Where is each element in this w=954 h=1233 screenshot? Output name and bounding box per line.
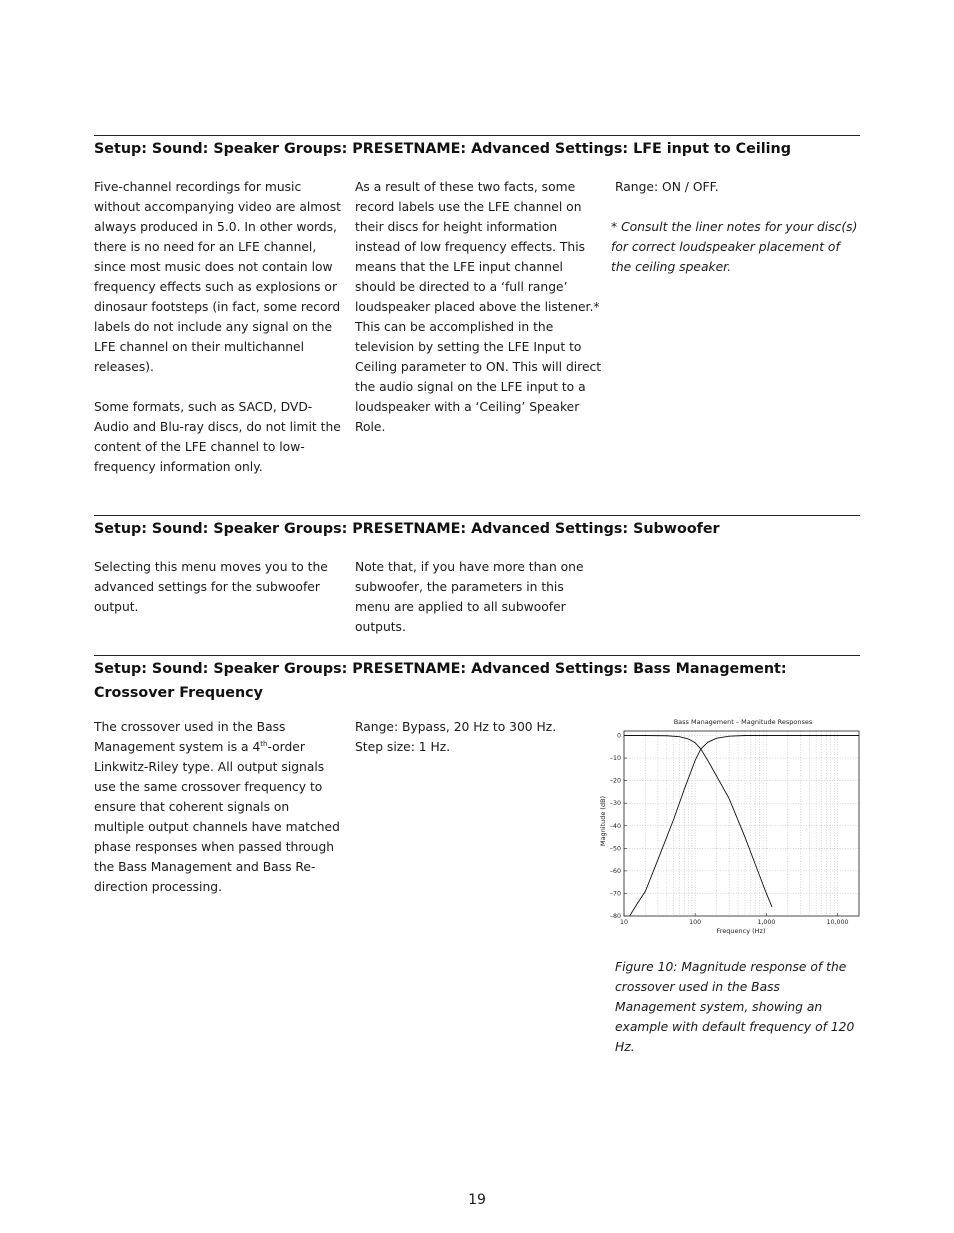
chart-x-tick-label: 100 (689, 919, 702, 926)
heading-lfe-input-to-ceiling: Setup: Sound: Speaker Groups: PRESETNAME: Advanced Settings: LFE input to Ceiling (94, 141, 791, 157)
chart-x-tick-label: 10 (619, 919, 629, 926)
crossover-text-post: -order Linkwitz-Riley type. All output signals use the same crossover frequency to ensure that coherent signals on multiple output channels have matched phase responses when passed through the Bass Management and Bass Re-direction processing. (94, 740, 340, 894)
crossover-column-2 (355, 717, 600, 757)
heading-crossover-frequency: Setup: Sound: Speaker Groups: PRESETNAME: Advanced Settings: Bass Management: Crossover Frequency (94, 661, 787, 701)
lfe-range (615, 177, 860, 197)
chart-y-tick-label: –80 (609, 913, 621, 920)
chart-ylabel: Magnitude (dB) (599, 795, 607, 847)
heading-subwoofer: Setup: Sound: Speaker Groups: PRESETNAME: Advanced Settings: Subwoofer (94, 521, 720, 537)
range-text: Range: ON / OFF. (615, 180, 719, 194)
chart-y-tick-label: –20 (609, 777, 621, 785)
chart-series-low-pass-line (624, 736, 772, 907)
footnote-text: Consult the liner notes for your disc(s) for correct loudspeaker placement of the ceiling speaker. (611, 220, 858, 274)
chart-x-tick-label: 10,000 (826, 919, 849, 926)
range-text: Range: Bypass, 20 Hz to 300 Hz. (355, 720, 557, 734)
page-number: 19 (468, 1192, 486, 1208)
lfe-column-2 (355, 177, 605, 437)
chart-y-tick-label: –40 (609, 822, 621, 830)
chart-y-tick-label: 0 (616, 732, 621, 740)
chart-x-tick-label: 1,000 (757, 919, 776, 926)
paragraph: Five-channel recordings for music without accompanying video are almost always produced in 5.0. In other words, there is no need for an LFE channel, since most music does not contain low frequency effects such as explosions or dinosaur footsteps (in fact, some record labels do not include any signal on the LFE channel on their multichannel releases). (94, 180, 342, 374)
ceiling-footnote (611, 217, 863, 277)
subwoofer-column-2: Note that, if you have more than one subwoofer, the parameters in this menu are applied to all subwoofer outputs. (355, 560, 584, 634)
chart-grid (624, 731, 859, 916)
chart-frame (624, 731, 859, 916)
crossover-column-1 (94, 717, 342, 897)
crossover-text-pre: The crossover used in the Bass Management system is a 4 (94, 720, 286, 754)
lfe-column-1 (94, 177, 344, 477)
chart-y-tick-label: –30 (609, 800, 621, 808)
section-rule-subwoofer (94, 515, 860, 516)
paragraph: As a result of these two facts, some record labels use the LFE channel on their discs for height information instead of low frequency effects. This means that the LFE input channel should be directed to a ‘full range’ loudspeaker placed above the listener.* This can be accomplished in the television by setting the LFE Input to Ceiling parameter to ON. This will direct the audio signal on the LFE input to a loudspeaker with a ‘Ceiling’ Speaker Role. (355, 180, 602, 434)
chart-title: Bass Management – Magnitude Responses (673, 718, 813, 726)
section-rule-crossover (94, 655, 860, 656)
section-rule-lfe (94, 135, 860, 136)
subwoofer-column-1: Selecting this menu moves you to the advanced settings for the subwoofer output. (94, 560, 328, 614)
chart-ticks (610, 733, 849, 926)
footnote-star: * (611, 220, 618, 234)
chart-y-tick-label: –10 (609, 755, 621, 763)
ordinal-superscript: th (260, 739, 268, 748)
chart-xlabel: Frequency (Hz) (716, 927, 766, 935)
paragraph: Some formats, such as SACD, DVD-Audio and Blu-ray discs, do not limit the content of the LFE channel to low-frequency information only. (94, 400, 341, 474)
chart-y-tick-label: –50 (609, 845, 621, 853)
figure-caption: Figure 10: Magnitude response of the crossover used in the Bass Management system, showing an example with default frequency of 120 Hz. (615, 960, 855, 1054)
chart-y-tick-label: –60 (609, 867, 621, 875)
bass-management-chart (590, 712, 870, 942)
chart-y-tick-label: –70 (609, 890, 621, 898)
step-size-text: Step size: 1 Hz. (355, 740, 451, 754)
